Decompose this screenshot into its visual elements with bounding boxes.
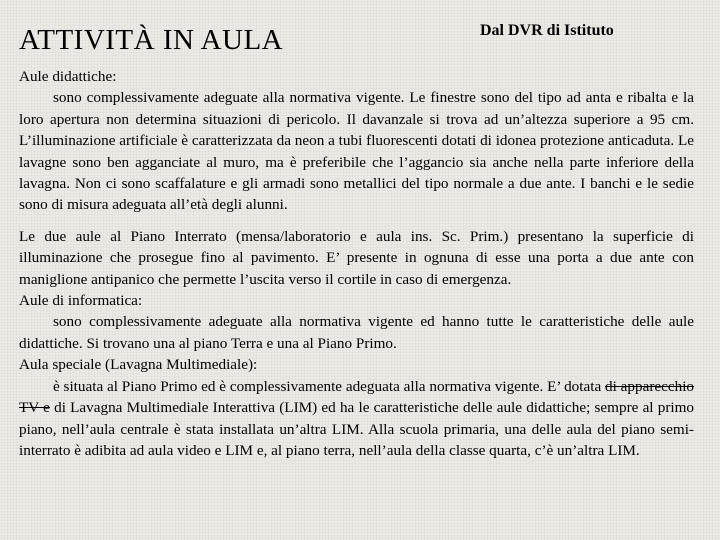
aule-didattiche-paragraph: sono complessivamente adeguate alla normativa vigente. Le finestre sono del tipo ad anta e ribalta e la loro apertura non determina situazioni di pericolo. Il davanzale si trova ad un’altezza superiore a 95 cm. L’illuminazione artificiale è caratterizzata da neon a tubi fluorescenti dotati di idonea protezione anticaduta. Le lavagne sono ben agganciate al muro, ma è preferibile che l’aggancio sia anche nella parte inferiore della lavagna. Non ci sono scaffalature e gli armadi sono metallici del tipo normale a due ante. I banchi e le sedie sono di misura adeguata all’età degli alunni.	[19, 89, 694, 214]
aula-speciale-text-start: è situata al Piano Primo ed è complessivamente adeguata alla normativa vigente. E’ dotata	[53, 377, 602, 395]
page-title: ATTIVITÀ IN AULA	[19, 24, 284, 56]
aule-didattiche-heading: Aule didattiche:	[19, 68, 117, 85]
informatica-heading: Aule di informatica:	[19, 292, 143, 310]
page-subtitle: Dal DVR di Istituto	[480, 22, 614, 39]
aula-speciale-text-end: di Lavagna Multimediale Interattiva (LIM) ed ha le caratteristiche delle aule didattiche; sempre al primo piano, nell’aula centrale è stata installata un’altra LIM. Alla scuola primaria, una delle aula del piano semi-interrato è adibita ad aula video e LIM e, al piano terra, nell’aula della classe quarta, c’è un’altra LIM.	[19, 399, 695, 459]
piano-interrato-paragraph: Le due aule al Piano Interrato (mensa/laboratorio e aula ins. Sc. Prim.) presentano la superficie di illuminazione che prosegue fino al pavimento. E’ presente in ognuna di esse una porta a due ante con maniglione antipanico che permette l’uscita verso il cortile in caso di emergenza.	[19, 227, 694, 288]
struck-text: di apparecchio TV e	[19, 377, 695, 417]
body-text	[19, 66, 694, 461]
aula-speciale-heading: Aula speciale (Lavagna Multimediale):	[19, 356, 258, 374]
informatica-paragraph: sono complessivamente adeguate alla normativa vigente ed hanno tutte le caratteristiche delle aule didattiche. Si trovano una al piano Terra e una al Piano Primo.	[19, 313, 694, 352]
aula-speciale-paragraph	[19, 376, 694, 462]
